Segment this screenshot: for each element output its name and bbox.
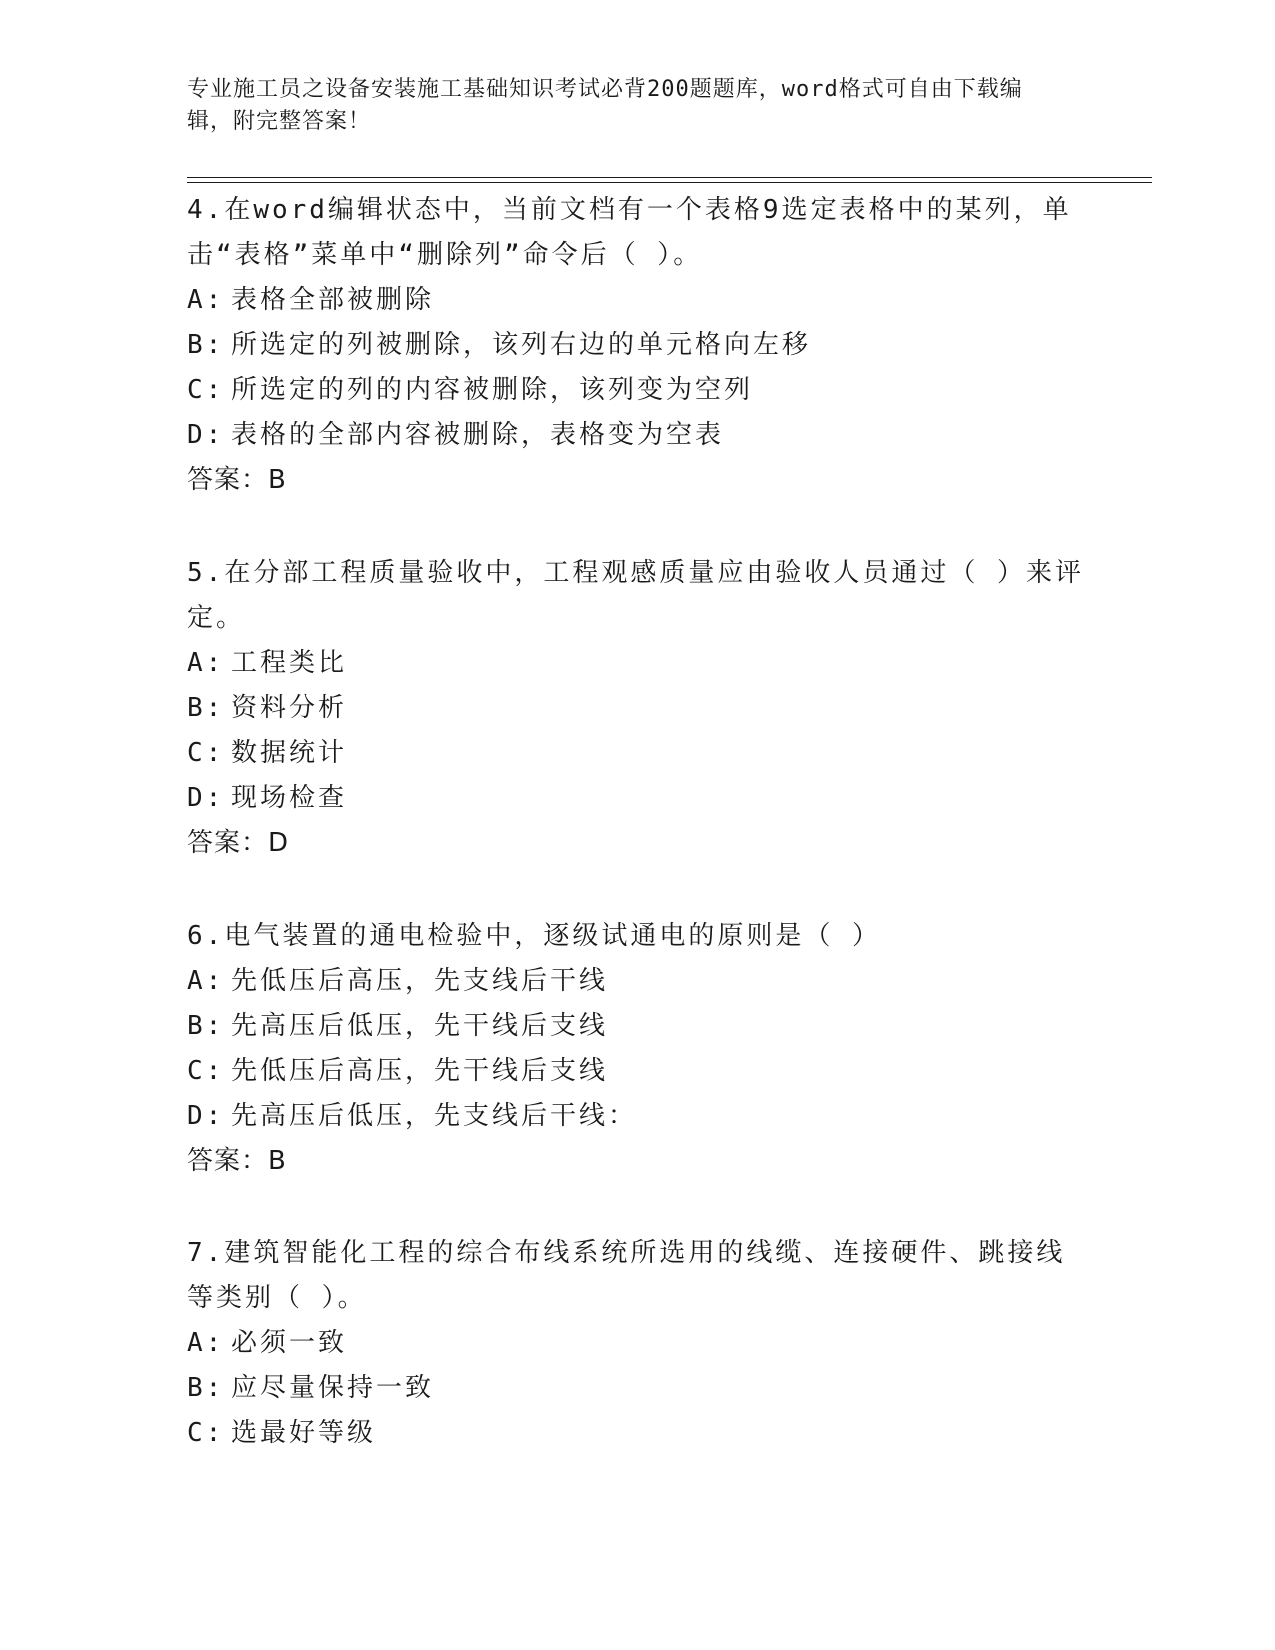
option-a (187, 278, 1087, 323)
option-letter: C: (187, 1418, 225, 1448)
option-letter: B: (187, 1373, 225, 1403)
option-b (187, 686, 1087, 731)
question-stem (187, 188, 1087, 278)
option-text: 数据统计 (231, 738, 348, 768)
document-title: 专业施工员之设备安装施工基础知识考试必背200题题库，word格式可自由下载编辑，附完整答案！ (187, 77, 1023, 134)
answer-line: 答案：B (187, 465, 287, 495)
question-5 (187, 551, 1087, 866)
option-b (187, 1004, 1087, 1049)
option-text: 所选定的列被删除，该列右边的单元格向左移 (231, 330, 812, 360)
option-text: 先低压后高压，先支线后干线 (231, 966, 609, 996)
option-d (187, 1094, 1087, 1139)
document-header (187, 74, 1067, 138)
option-d (187, 776, 1087, 821)
option-text: 表格全部被删除 (231, 285, 435, 315)
option-letter: C: (187, 738, 225, 768)
option-text: 应尽量保持一致 (231, 1373, 435, 1403)
option-text: 必须一致 (231, 1328, 348, 1358)
option-letter: D: (187, 1101, 225, 1131)
header-divider-top (187, 177, 1152, 178)
option-letter: D: (187, 420, 225, 450)
option-letter: A: (187, 1328, 225, 1358)
question-number: 7. (187, 1238, 225, 1268)
answer-line: 答案：D (187, 828, 290, 858)
option-a (187, 641, 1087, 686)
option-text: 选最好等级 (231, 1418, 377, 1448)
option-letter: D: (187, 783, 225, 813)
option-letter: B: (187, 693, 225, 723)
option-c (187, 731, 1087, 776)
answer-line: 答案：B (187, 1146, 287, 1176)
option-c (187, 368, 1087, 413)
option-text: 先低压后高压，先干线后支线 (231, 1056, 609, 1086)
option-letter: A: (187, 966, 225, 996)
question-text: 在分部工程质量验收中，工程观感质量应由验收人员通过（ ）来评定。 (187, 558, 1084, 633)
option-text: 表格的全部内容被删除，表格变为空表 (231, 420, 725, 450)
option-text: 所选定的列的内容被删除，该列变为空列 (231, 375, 754, 405)
option-letter: B: (187, 1011, 225, 1041)
option-c (187, 1411, 1087, 1456)
option-letter: C: (187, 1056, 225, 1086)
option-c (187, 1049, 1087, 1094)
question-number: 6. (187, 921, 225, 951)
option-text: 先高压后低压，先支线后干线： (231, 1101, 638, 1131)
option-b (187, 1366, 1087, 1411)
option-letter: A: (187, 648, 225, 678)
option-b (187, 323, 1087, 368)
option-a (187, 959, 1087, 1004)
option-a (187, 1321, 1087, 1366)
question-4 (187, 188, 1087, 503)
question-stem (187, 1231, 1087, 1321)
question-number: 5. (187, 558, 225, 588)
option-text: 现场检查 (231, 783, 348, 813)
question-stem (187, 914, 1087, 959)
question-text: 电气装置的通电检验中，逐级试通电的原则是（ ） (224, 921, 881, 951)
option-letter: C: (187, 375, 225, 405)
option-letter: A: (187, 285, 225, 315)
option-d (187, 413, 1087, 458)
header-divider-bottom (187, 182, 1152, 183)
question-text: 在word编辑状态中，当前文档有一个表格9选定表格中的某列，单击“表格”菜单中“删除列”命令后（ ）。 (187, 195, 1072, 270)
option-text: 资料分析 (231, 693, 348, 723)
option-text: 工程类比 (231, 648, 348, 678)
question-6 (187, 914, 1087, 1184)
question-text: 建筑智能化工程的综合布线系统所选用的线缆、连接硬件、跳接线等类别（ ）。 (187, 1238, 1066, 1313)
question-stem (187, 551, 1087, 641)
question-number: 4. (187, 195, 225, 225)
question-7 (187, 1231, 1087, 1456)
option-text: 先高压后低压，先干线后支线 (231, 1011, 609, 1041)
option-letter: B: (187, 330, 225, 360)
